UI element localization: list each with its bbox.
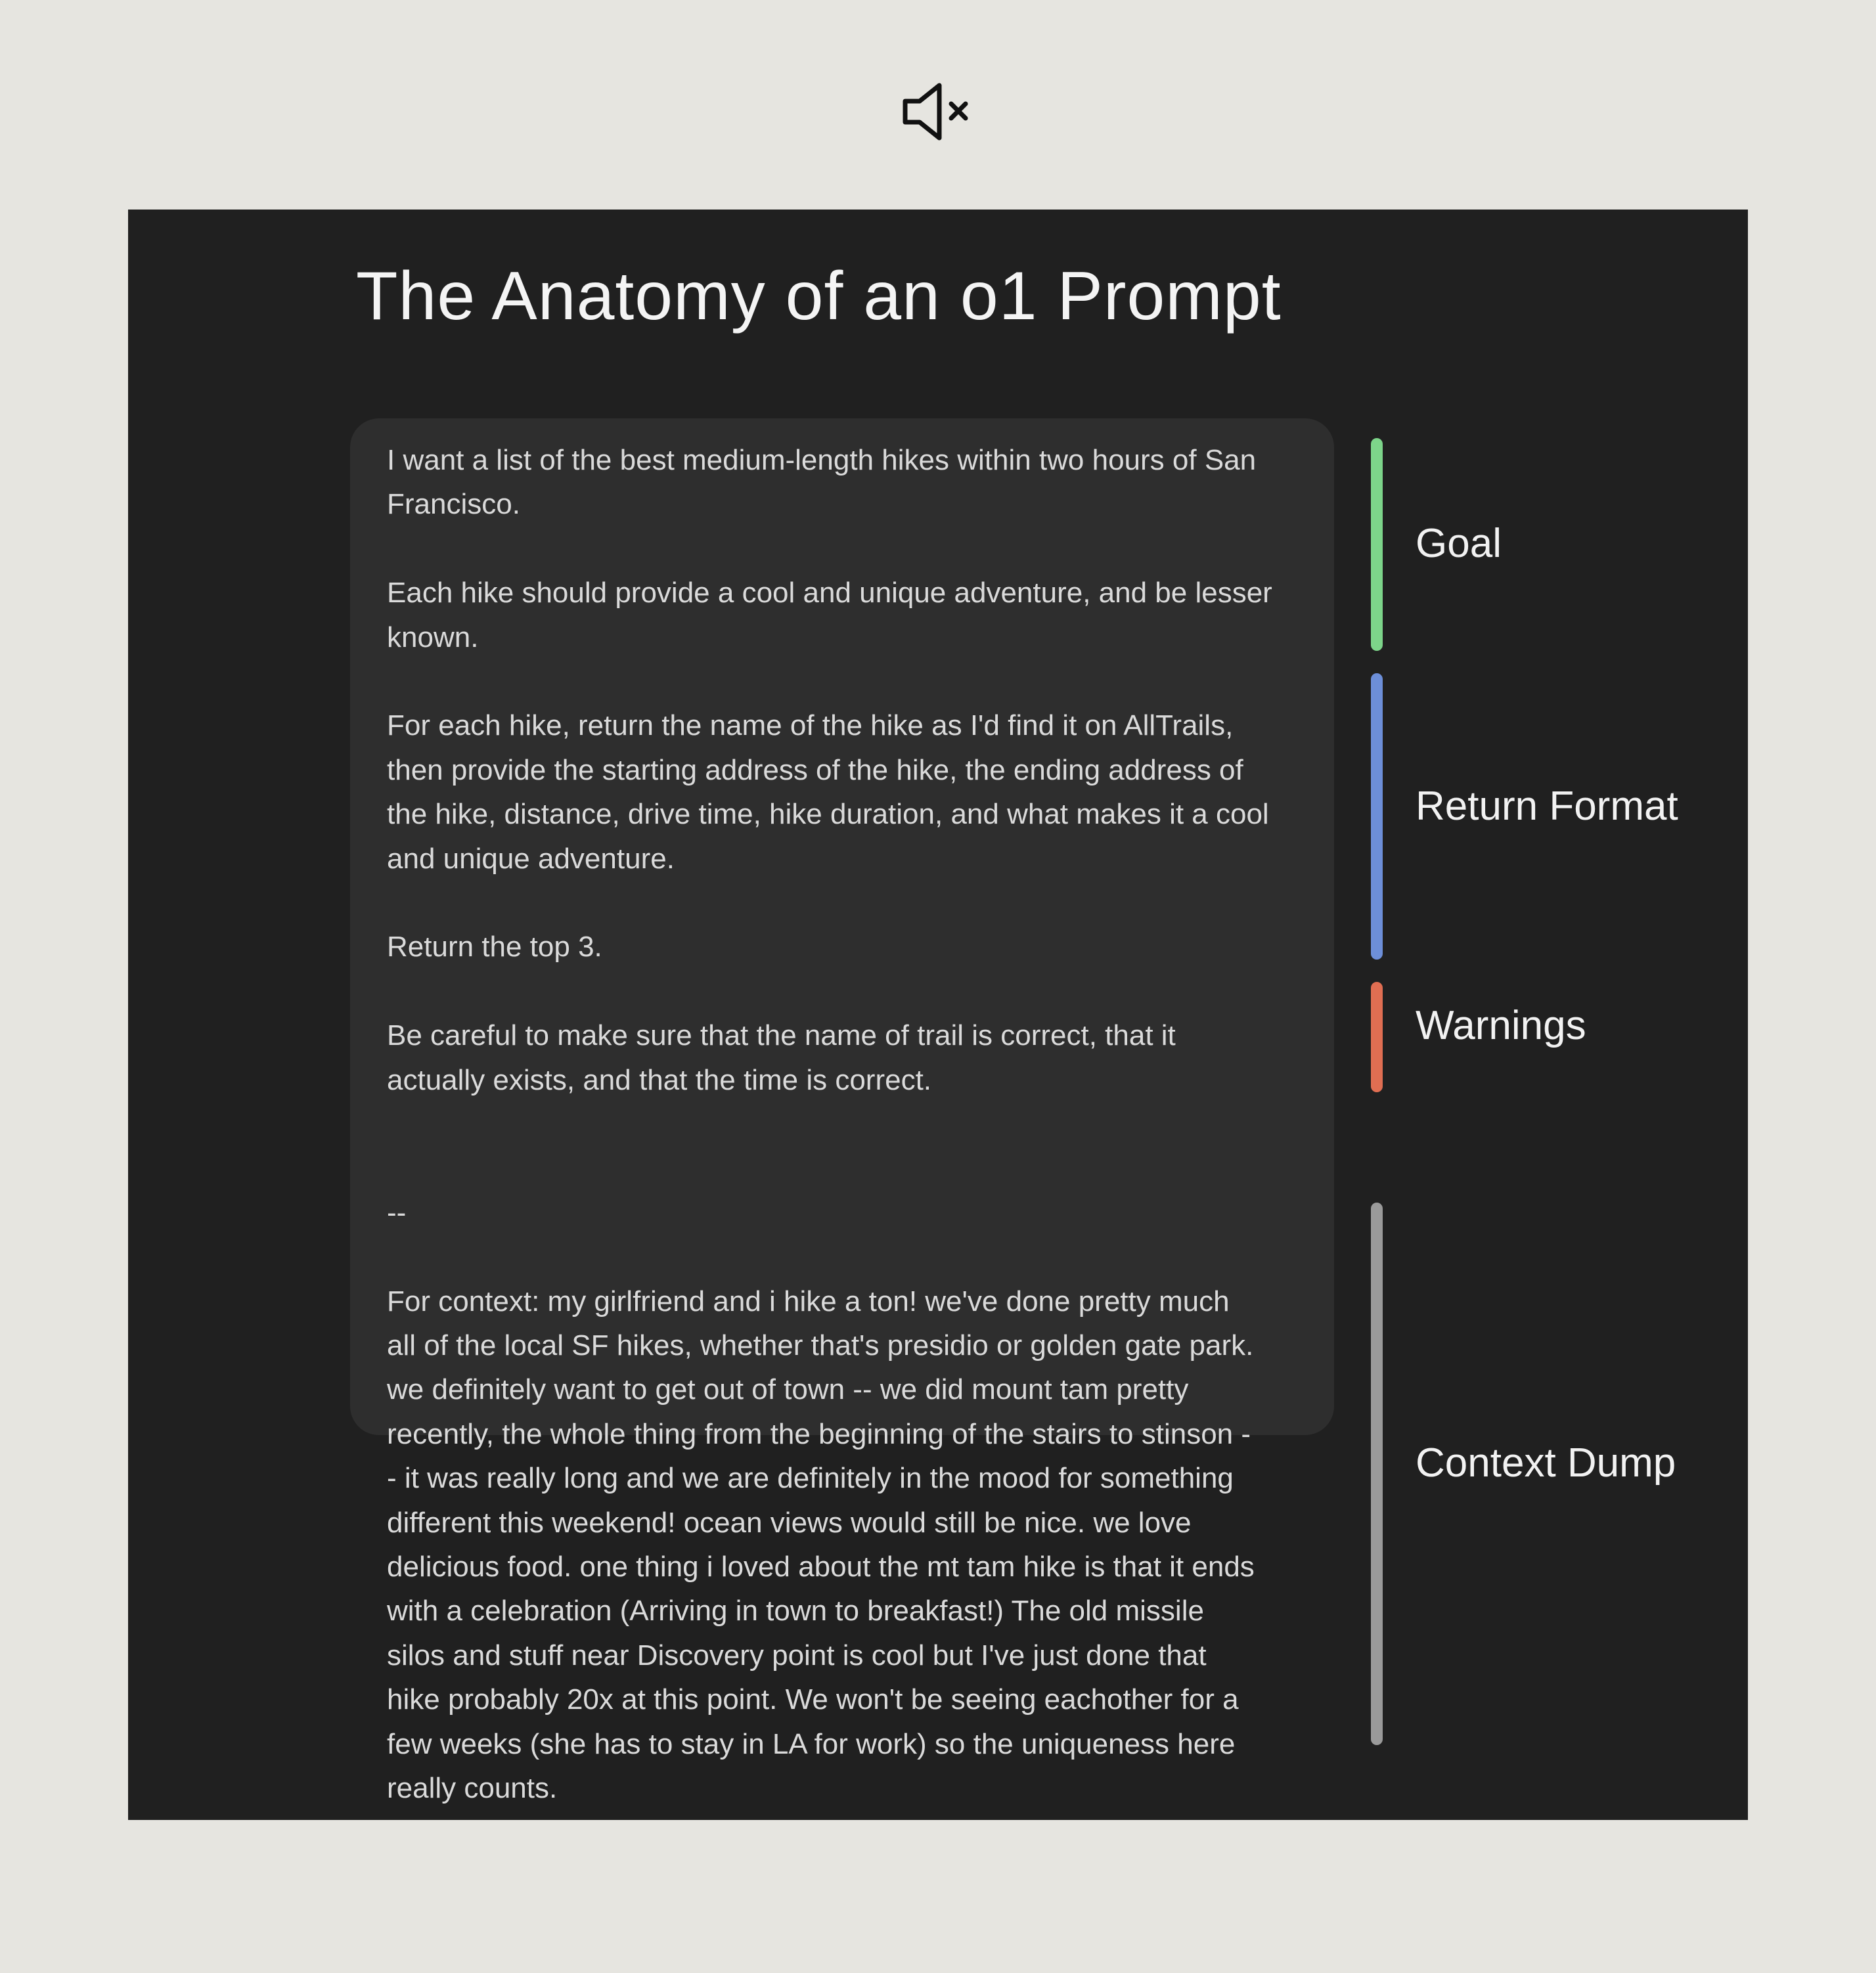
context-paragraph: For context: my girlfriend and i hike a ton! we've done pretty much all of the local SF hikes, whether that's presidio or golden gate park. we definitely want to get out of town -- we did mount tam pretty recently, the whole thing from the beginning of the stairs to stinson - - it was really long and we are definitely in the mood for something different this weekend! ocean views would still be nice. we love delicious food. one thing i loved about the mt tam hike is that it ends with a celebration (Arriving in town to breakfast!) The old missile silos and stuff near Discovery point is cool but I've just done that hike probably 20x at this point. We won't be seeing eachother for a few weeks (she has to stay in LA for work) so the uniqueness here really counts. xyxy=(387,1285,1255,1805)
context-dump-label: Context Dump xyxy=(1416,1440,1676,1486)
warnings-label: Warnings xyxy=(1416,1003,1586,1048)
goal-paragraph-2: Each hike should provide a cool and unique adventure, and be lesser known. xyxy=(387,577,1272,654)
return-format-paragraph-1: For each hike, return the name of the hike as I'd find it on AllTrails, then provide the starting address of the hike, the ending address of the hike, distance, drive time, hike duration, and what makes it a cool and unique adventure. xyxy=(387,709,1269,875)
context-dump-bracket-bar xyxy=(1371,1203,1383,1745)
return-format-paragraph-2: Return the top 3. xyxy=(387,931,602,964)
goal-label: Goal xyxy=(1416,521,1502,566)
diagram-title: The Anatomy of an o1 Prompt xyxy=(356,258,1282,334)
warnings-bracket-bar xyxy=(1371,982,1383,1092)
warnings-paragraph: Be careful to make sure that the name of trail is correct, that it actually exists, and that the time is correct. xyxy=(387,1019,1176,1096)
return-format-label: Return Format xyxy=(1416,784,1678,829)
prompt-card xyxy=(350,418,1334,1805)
speaker-muted-icon xyxy=(900,79,973,144)
diagram-panel xyxy=(128,210,1748,1820)
return-format-bracket-bar xyxy=(1371,673,1383,960)
mute-button[interactable] xyxy=(900,79,973,144)
goal-bracket-bar xyxy=(1371,438,1383,651)
separator: -- xyxy=(387,1196,407,1229)
goal-paragraph-1: I want a list of the best medium-length hikes within two hours of San Francisco. xyxy=(387,444,1257,521)
